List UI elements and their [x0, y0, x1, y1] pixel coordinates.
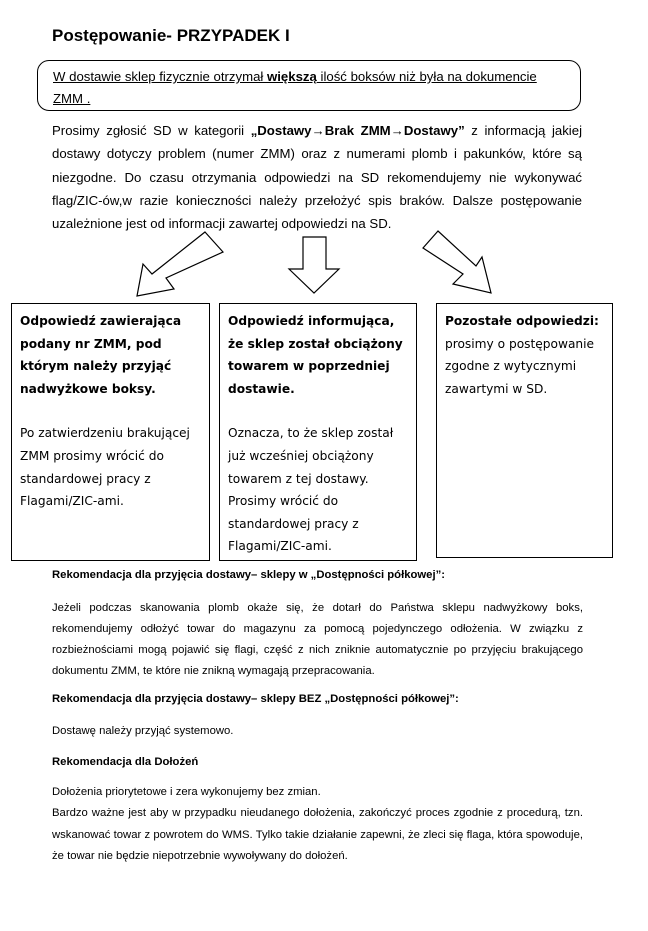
response-box-previous-delivery [219, 303, 417, 561]
arrow-left-icon [137, 232, 223, 296]
intro-category: „Dostawy→Brak ZMM→Dostawy” [250, 123, 465, 138]
arrow-right-icon [423, 231, 491, 293]
rec3-line1: Dołożenia priorytetowe i zera wykonujemy bez zmian. [52, 786, 321, 798]
box1-body: Po zatwierdzeniu brakującej ZMM prosimy wrócić do standardowej pracy z Flagami/ZIC-ami. [20, 426, 190, 509]
callout-text-after: ilość boksów niż była na dokumencie [316, 69, 537, 84]
rec3-body [52, 782, 583, 867]
rec3-line2: Bardzo ważne jest aby w przypadku nieudanego dołożenia, zakończyć proces zgodnie z procedurą, tzn. wskanować towar z powrotem do WMS. Tylko takie działanie zapewni, że zleci się flaga, która spowoduje, że towar nie będzie niepotrzebnie wywoływany do dołożeń. [52, 807, 583, 862]
box2-heading: Odpowiedź informująca, że sklep został obciążony towarem w poprzedniej dostawie. [228, 314, 403, 396]
response-box-zmm [11, 303, 210, 561]
rec3-heading: Rekomendacja dla Dołożeń [52, 756, 199, 768]
callout-line2: ZMM . [53, 91, 91, 106]
box1-heading: Odpowiedź zawierająca podany nr ZMM, pod którym należy przyjąć nadwyżkowe boksy. [20, 314, 182, 396]
callout-text-bold: większą [267, 69, 317, 84]
arrow-down-icon [289, 237, 339, 293]
title-prefix: Postępowanie- [52, 26, 177, 45]
callout-text-before: W dostawie sklep fizycznie otrzymał [53, 69, 267, 84]
intro-part2: z informacją jakiej dostawy dotyczy problem (numer ZMM) oraz z numerami plomb i pakunków, które są niezgodne. Do czasu otrzymania odpowiedzi na SD rekomendujemy nie wykonywać flag/ZIC-ów,w razie konieczności należy przełożyć spis braków. Dalsze postępowanie uzależnione jest od informacji zawartej odpowiedzi na SD. [52, 123, 582, 232]
title-case: PRZYPADEK I [176, 26, 290, 45]
box2-body: Oznacza, to że sklep został już wcześniej obciążony towarem z tej dostawy. Prosimy wrócić do standardowej pracy z Flagami/ZIC-ami. [228, 426, 394, 554]
box3-body: prosimy o postępowanie zgodne z wytycznymi zawartymi w SD. [445, 336, 595, 396]
box3-heading: Pozostałe odpowiedzi: [445, 314, 599, 328]
rec1-heading: Rekomendacja dla przyjęcia dostawy– sklepy w „Dostępności półkowej”: [52, 569, 446, 581]
rec1-body: Jeżeli podczas skanowania plomb okaże się, że dotarł do Państwa sklepu nadwyżkowy boks, rekomendujemy odłożyć towar do magazynu za pomocą pojedynczego odłożenia. W związku z rozbieżnościami mogą pojawić się flagi, część z nich zniknie automatycznie po przyjęciu brakującego dokumentu ZMM, te które nie znikną wymagają przepracowania. [52, 602, 583, 677]
rec2-heading: Rekomendacja dla przyjęcia dostawy– sklepy BEZ „Dostępności półkowej”: [52, 693, 459, 705]
response-box-other [436, 303, 613, 558]
intro-part1: Prosimy zgłosić SD w kategorii [52, 123, 251, 138]
rec2-body: Dostawę należy przyjąć systemowo. [52, 725, 234, 737]
